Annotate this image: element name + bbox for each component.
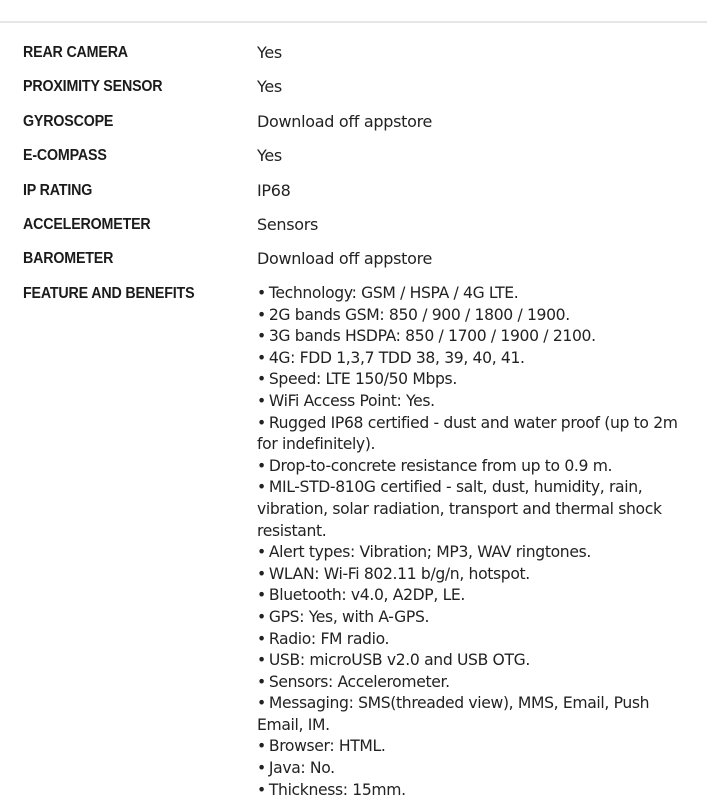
list-item [257, 283, 693, 305]
feature-text: 4G: FDD 1,3,7 TDD 38, 39, 40, 41. [268, 348, 525, 367]
bullet-icon: • [257, 586, 266, 605]
bullet-icon: • [257, 284, 266, 302]
features-list [257, 283, 693, 801]
feature-text: Rugged IP68 certified - dust and water proof (up to 2m for indefinitely). [257, 413, 678, 454]
bullet-icon: • [257, 759, 266, 778]
feature-text: MIL-STD-810G certified - salt, dust, humidity, rain, vibration, solar radiation, transport and thermal shock resistant. [257, 478, 662, 540]
list-item [257, 693, 693, 736]
list-item [257, 780, 693, 801]
list-item [257, 542, 693, 564]
spec-value: Yes [257, 43, 282, 62]
spec-label: GYROSCOPE [23, 113, 114, 130]
list-item [257, 585, 693, 607]
list-item [257, 736, 693, 758]
feature-text: Sensors: Accelerometer. [268, 672, 450, 691]
feature-text: 3G bands HSDPA: 850 / 1700 / 1900 / 2100. [268, 327, 596, 346]
feature-text: Radio: FM radio. [268, 629, 390, 648]
spec-value: Download off appstore [257, 112, 433, 131]
bullet-icon: • [257, 564, 266, 583]
spec-value: IP68 [257, 181, 291, 200]
feature-text: 2G bands GSM: 850 / 900 / 1800 / 1900. [268, 305, 570, 324]
feature-text: Messaging: SMS(threaded view), MMS, Email, Push Email, IM. [257, 694, 650, 734]
list-item [257, 305, 693, 327]
feature-text: Technology: GSM / HSPA / 4G LTE. [268, 284, 519, 302]
spec-label: PROXIMITY SENSOR [23, 78, 163, 95]
feature-text: WLAN: Wi-Fi 802.11 b/g/n, hotspot. [268, 564, 530, 583]
bullet-icon: • [257, 694, 266, 713]
feature-text: USB: microUSB v2.0 and USB OTG. [268, 651, 530, 670]
list-item [257, 413, 693, 456]
list-item [257, 456, 693, 478]
spec-label: E-COMPASS [23, 147, 107, 164]
spec-label: BAROMETER [23, 250, 114, 267]
list-item [257, 672, 693, 694]
bullet-icon: • [257, 348, 266, 367]
feature-text: GPS: Yes, with A-GPS. [268, 607, 430, 626]
feature-text: Bluetooth: v4.0, A2DP, LE. [268, 586, 466, 605]
bullet-icon: • [257, 651, 266, 670]
bullet-icon: • [257, 543, 266, 562]
bullet-icon: • [257, 478, 266, 497]
spec-label: REAR CAMERA [23, 44, 128, 61]
spec-value: Sensors [257, 215, 319, 234]
feature-text: Speed: LTE 150/50 Mbps. [268, 370, 457, 389]
bullet-icon: • [257, 456, 266, 475]
bullet-icon: • [257, 737, 266, 756]
feature-text: Thickness: 15mm. [268, 780, 406, 799]
list-item [257, 326, 693, 348]
bullet-icon: • [257, 370, 266, 389]
feature-text: Browser: HTML. [268, 737, 386, 756]
spec-label: IP RATING [23, 182, 93, 199]
bullet-icon: • [257, 607, 266, 626]
spec-value: Yes [257, 146, 282, 165]
list-item [257, 477, 693, 542]
bullet-icon: • [257, 305, 266, 324]
list-item [257, 629, 693, 651]
bullet-icon: • [257, 327, 266, 346]
feature-text: Java: No. [268, 759, 335, 778]
bullet-icon: • [257, 780, 266, 799]
spec-value: Download off appstore [257, 249, 433, 268]
bullet-icon: • [257, 391, 266, 410]
bullet-icon: • [257, 672, 266, 691]
top-divider [0, 21, 707, 23]
list-item [257, 564, 693, 586]
list-item [257, 369, 693, 391]
spec-label: ACCELEROMETER [23, 216, 151, 233]
feature-text: Drop-to-concrete resistance from up to 0.9 m. [268, 456, 613, 475]
list-item [257, 348, 693, 370]
feature-text: Alert types: Vibration; MP3, WAV ringtones. [268, 543, 591, 562]
feature-text: WiFi Access Point: Yes. [268, 391, 435, 410]
spec-value: Yes [257, 77, 282, 96]
features-label: FEATURE AND BENEFITS [23, 285, 195, 302]
list-item [257, 607, 693, 629]
list-item [257, 391, 693, 413]
list-item [257, 650, 693, 672]
bullet-icon: • [257, 629, 266, 648]
bullet-icon: • [257, 413, 266, 432]
list-item [257, 758, 693, 780]
